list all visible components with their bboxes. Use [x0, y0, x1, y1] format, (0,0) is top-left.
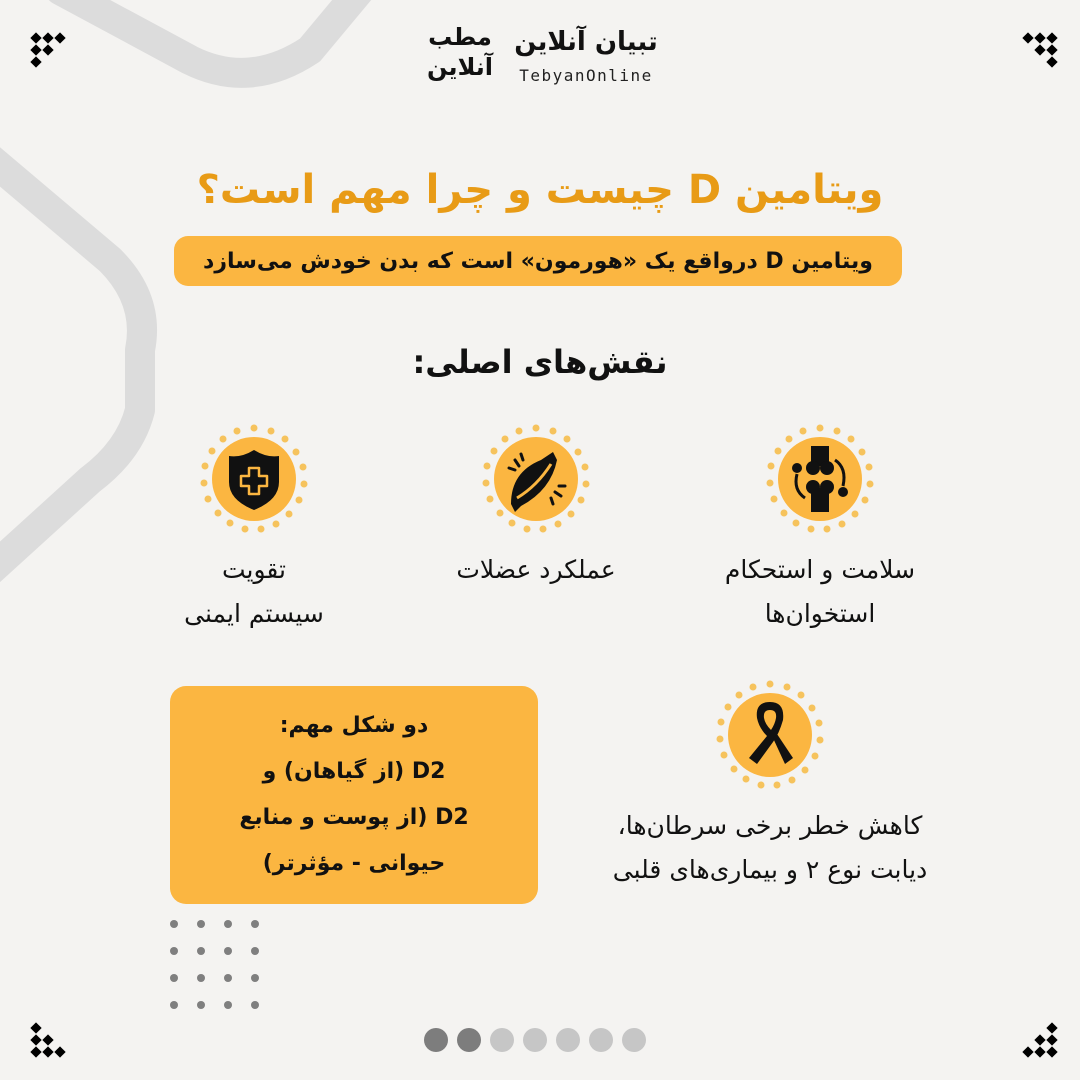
- feature-label-line1: عملکرد عضلات: [456, 555, 616, 584]
- subtitle-banner: [174, 236, 902, 286]
- forms-heading: دو شکل مهم:: [279, 713, 429, 738]
- feature-label-line1: کاهش خطر برخی سرطان‌ها،: [617, 811, 923, 840]
- page-dot-7[interactable]: [622, 1028, 646, 1052]
- vitamin-forms-box: [170, 686, 538, 904]
- feature-label-line1: تقویت: [221, 555, 287, 584]
- feature-label: [104, 548, 404, 636]
- corner-ornament-top-left-icon: [28, 30, 72, 74]
- awareness-ribbon-icon: [715, 680, 825, 790]
- feature-label: [386, 548, 686, 592]
- feature-label-line1: سلامت و استحکام: [724, 555, 916, 584]
- corner-ornament-top-right-icon: [1016, 30, 1060, 74]
- section-heading: نقش‌های اصلی:: [412, 343, 668, 381]
- feature-label-line2: استخوان‌ها: [764, 599, 876, 628]
- forms-line-animal: حیوانی - مؤثرتر): [262, 851, 446, 876]
- brand-logos: [420, 22, 670, 94]
- page-dot-1[interactable]: [424, 1028, 448, 1052]
- matab-online-logo: [420, 22, 500, 82]
- feature-muscle-function: [386, 424, 686, 592]
- shield-plus-icon: [199, 424, 309, 534]
- forms-line-d2-skin: D2 (از پوست و منابع: [239, 805, 469, 830]
- subtitle-text: ویتامین D درواقع یک «هورمون» است که بدن خودش می‌سازد: [203, 248, 873, 274]
- feature-label-line2: سیستم ایمنی: [184, 599, 324, 628]
- tebyan-logo-persian: تبیان آنلاین: [514, 27, 658, 57]
- bone-joint-icon: [765, 424, 875, 534]
- page-title: ویتامین D چیست و چرا مهم است؟: [196, 167, 884, 213]
- matab-logo-line2: آنلاین: [426, 53, 494, 81]
- page-dot-6[interactable]: [589, 1028, 613, 1052]
- page-dot-3[interactable]: [490, 1028, 514, 1052]
- muscle-icon: [481, 424, 591, 534]
- feature-label: [670, 548, 970, 636]
- page-dot-5[interactable]: [556, 1028, 580, 1052]
- page-dot-4[interactable]: [523, 1028, 547, 1052]
- corner-ornament-bottom-left-icon: [28, 1018, 72, 1062]
- forms-line-d2-plants: D2 (از گیاهان) و: [262, 759, 446, 784]
- page-dot-2[interactable]: [457, 1028, 481, 1052]
- feature-bone-health: [670, 424, 970, 636]
- decorative-dot-grid: [168, 918, 278, 1018]
- feature-immune-system: [104, 424, 404, 636]
- matab-logo-line1: مطب: [428, 23, 492, 51]
- feature-label: [600, 804, 940, 892]
- carousel-pagination: [424, 1028, 646, 1052]
- feature-label-line2: دیابت نوع ۲ و بیماری‌های قلبی: [612, 855, 928, 884]
- tebyan-logo-latin: TebyanOnline: [519, 66, 653, 85]
- corner-ornament-bottom-right-icon: [1016, 1018, 1060, 1062]
- feature-disease-risk: [600, 680, 940, 892]
